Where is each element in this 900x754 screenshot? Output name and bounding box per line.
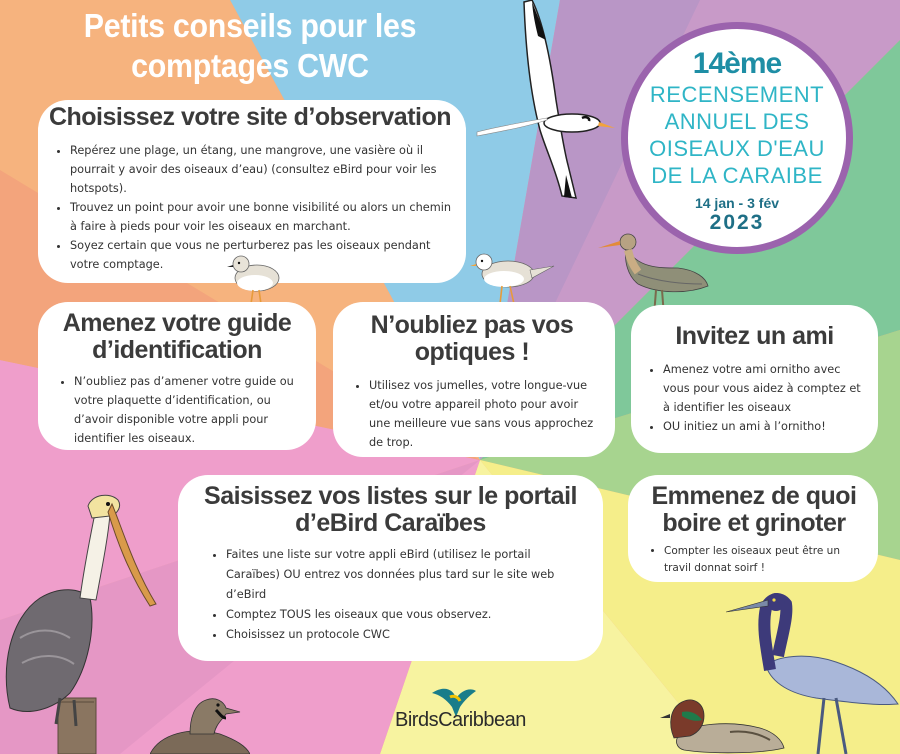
logo-text: BirdsCaribbean (395, 709, 526, 731)
plover-illustration (225, 250, 285, 305)
birdscaribbean-logo (392, 683, 562, 743)
pelican-illustration (0, 488, 160, 754)
plover-illustration (470, 248, 555, 306)
badge-year: 2023 (709, 211, 765, 234)
card-heading: Invitez un ami (675, 322, 834, 350)
list-item: • Repérez une plage, un étang, une mangrove, une vasière où il pourrait y avoir des oiseaux d’eau) (consultez eBird pour voir les hotspots). (70, 141, 452, 198)
list-item: • Faites une liste sur votre appli eBird (utilisez le portail Caraïbes) OU entrez vos données plus tard sur le site web d’eBird (226, 545, 585, 605)
teal-duck-illustration (660, 694, 785, 754)
badge-line: OISEAUX D'EAU (649, 136, 825, 161)
title-line-1: Petits conseils pour les (83, 7, 417, 44)
card-snacks (628, 475, 878, 582)
event-badge (621, 22, 853, 254)
tropicbird-illustration (472, 0, 617, 205)
badge-line: RECENSEMENT (649, 82, 825, 107)
list-item: • Choisissez un protocole CWC (226, 625, 585, 645)
card-heading: Amenez votre guide d’identification (62, 309, 292, 364)
list-item: • Compter les oiseaux peut être un travil donnat soirf ! (664, 543, 868, 577)
card-identification-guide (38, 302, 316, 450)
badge-line: ANNUEL DES (664, 109, 810, 134)
card-heading: Choisissez votre site d’observation (48, 103, 452, 131)
card-invite-friend (631, 305, 878, 453)
list-item: • N’oubliez pas d’amener votre guide ou votre plaquette d’identification, ou d’avoir disponible votre appli pour identifier les oiseaux. (74, 372, 304, 448)
list-item: • Trouvez un point pour avoir une bonne visibilité ou alors un chemin à faire à pieds pour voir les oiseaux en marchant. (70, 198, 452, 236)
badge-dates: 14 jan - 3 fév (694, 195, 780, 211)
card-heading: Saisissez vos listes sur le portail d’eBird Caraïbes (204, 482, 577, 537)
list-item: • OU initiez un ami à l’ornitho! (663, 417, 868, 436)
list-item: • Comptez TOUS les oiseaux que vous observez. (226, 605, 585, 625)
title-line-2: comptages CWC (131, 47, 369, 84)
card-optics (333, 302, 615, 457)
card-heading: Emmenez de quoi boire et grinoter (651, 482, 857, 537)
list-item: • Utilisez vos jumelles, votre longue-vue et/ou votre appareil photo pour avoir une meilleure vue sans vous approchez de trop. (369, 376, 599, 452)
page-title (57, 6, 443, 86)
card-heading: N’oubliez pas vos optiques ! (370, 311, 574, 366)
list-item: • Amenez votre ami ornitho avec vous pour vous aidez à comptez et à identifier les oiseaux (663, 360, 868, 417)
card-ebird-lists (178, 475, 603, 661)
list-item: • Soyez certain que vous ne perturberez pas les oiseaux pendant votre comptage. (70, 236, 452, 274)
badge-edition: 14ème (692, 47, 782, 80)
badge-line: DE LA CARAIBE (651, 163, 823, 188)
grebe-illustration (150, 694, 250, 754)
